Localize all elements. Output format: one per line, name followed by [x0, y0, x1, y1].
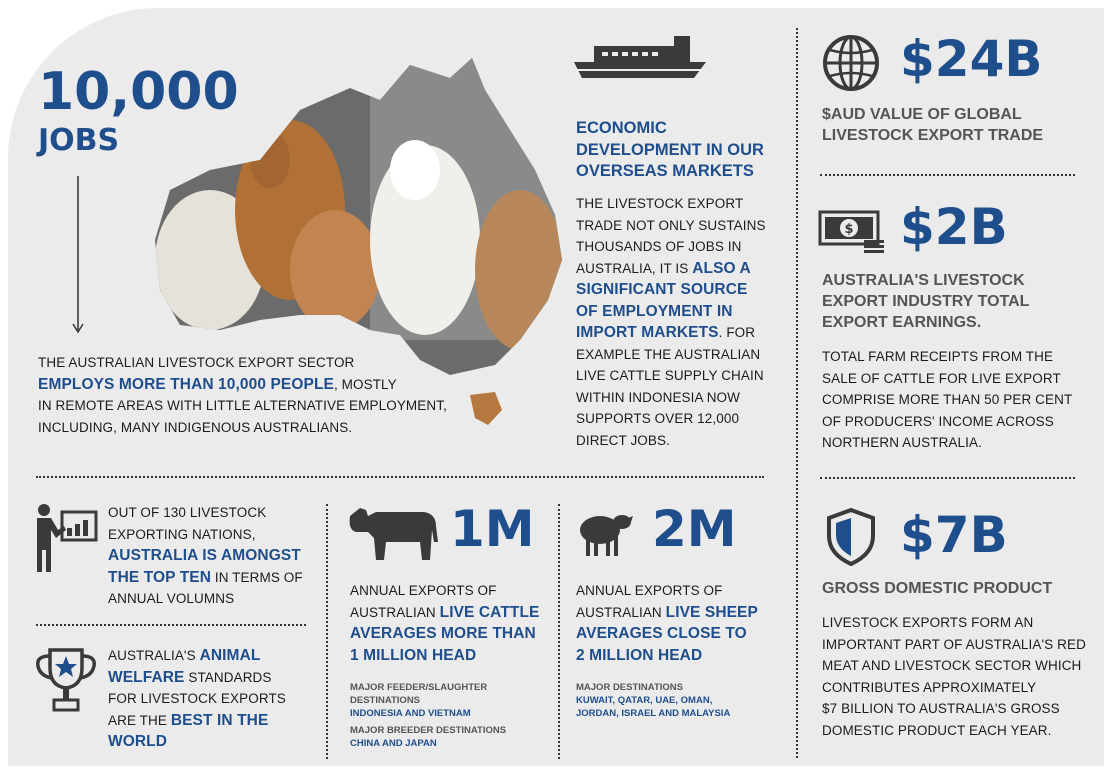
topten-line: EXPORTING NATIONS, [108, 526, 256, 542]
money-icon [818, 210, 886, 254]
economic-heading [576, 118, 764, 183]
economic-line: WITHIN INDONESIA NOW [576, 389, 740, 405]
gdp-line: LIVESTOCK EXPORTS FORM AN [822, 615, 1034, 630]
global-description [822, 104, 1043, 146]
earnings-value: $2B [900, 198, 1008, 256]
cattle-line: ANNUAL EXPORTS OF [350, 583, 497, 598]
topten-highlight: AUSTRALIA IS AMONGST [108, 547, 301, 564]
jobs-text-2: , MOSTLY [333, 376, 397, 392]
cattle-dest-label: MAJOR BREEDER DESTINATIONS [350, 725, 507, 736]
global-value: $24B [900, 30, 1043, 88]
economic-line: THOUSANDS OF JOBS IN [576, 239, 742, 254]
divider-vertical-mid [558, 504, 560, 759]
gdp-line: IMPORTANT PART OF AUSTRALIA'S RED [822, 636, 1086, 652]
economic-line: . FOR [718, 325, 756, 340]
shield-icon [826, 508, 876, 566]
sheep-destinations [576, 681, 730, 720]
cattle-dest-label: DESTINATIONS [350, 695, 421, 706]
sheep-line: ANNUAL EXPORTS OF [576, 583, 723, 598]
welfare-line: ARE THE [108, 712, 171, 728]
economic-highlight: SIGNIFICANT SOURCE [576, 281, 748, 298]
cattle-destinations [350, 681, 506, 750]
economic-line: SUPPORTS OVER 12,000 [576, 411, 740, 426]
global-line-1: $AUD VALUE OF GLOBAL [822, 106, 1022, 123]
jobs-text-3: IN REMOTE AREAS WITH LITTLE ALTERNATIVE EMPLOYMENT, [38, 398, 447, 413]
economic-line: THE LIVESTOCK EXPORT [576, 196, 744, 211]
gdp-body [822, 612, 1086, 741]
jobs-description [38, 352, 458, 438]
earnings-heading [822, 270, 1029, 333]
topten-line: OUT OF 130 LIVESTOCK [108, 505, 267, 520]
sheep-highlight: AVERAGES CLOSE TO [576, 625, 747, 642]
globe-icon [822, 34, 880, 92]
earnings-line: TOTAL FARM RECEIPTS FROM THE [822, 349, 1054, 364]
jobs-text-4: INCLUDING, MANY INDIGENOUS AUSTRALIANS. [38, 419, 353, 435]
divider-vertical-right [796, 28, 798, 758]
sheep-icon [576, 510, 634, 558]
divider-left-1 [36, 624, 306, 626]
svg-text:$: $ [844, 222, 854, 237]
cattle-text [350, 580, 539, 666]
divider-vertical-left [326, 504, 328, 759]
topten-line: IN TERMS OF [211, 569, 303, 585]
cattle-highlight: AVERAGES MORE THAN [350, 625, 536, 642]
cattle-dest-label: MAJOR FEEDER/SLAUGHTER [350, 682, 488, 693]
cattle-value: 1M [450, 500, 535, 558]
topten-text [108, 502, 303, 610]
economic-highlight: ALSO A [692, 259, 751, 277]
sheep-dest-value: KUWAIT, QATAR, UAE, OMAN, [576, 695, 713, 706]
economic-heading-1: ECONOMIC [576, 119, 667, 137]
welfare-line: AUSTRALIA'S [108, 648, 200, 663]
jobs-text-1: THE AUSTRALIAN LIVESTOCK EXPORT SECTOR [38, 355, 355, 370]
gdp-line: CONTRIBUTES APPROXIMATELY [822, 679, 1037, 695]
welfare-highlight: WELFARE [108, 668, 185, 686]
topten-highlight: THE TOP TEN [108, 568, 212, 586]
sheep-line: AUSTRALIAN [576, 604, 666, 620]
earnings-heading-line: EXPORT INDUSTRY TOTAL [822, 293, 1030, 310]
earnings-heading-line: AUSTRALIA'S LIVESTOCK [822, 272, 1025, 289]
sheep-highlight: 2 MILLION HEAD [576, 646, 703, 664]
cattle-highlight: 1 MILLION HEAD [350, 646, 477, 664]
sheep-dest-label: MAJOR DESTINATIONS [576, 682, 683, 693]
sheep-highlight: LIVE SHEEP [665, 603, 758, 621]
welfare-line: STANDARDS [184, 669, 272, 685]
welfare-highlight: ANIMAL [199, 647, 261, 664]
cow-icon [346, 502, 442, 564]
welfare-highlight: BEST IN THE [170, 711, 269, 729]
economic-highlight: IMPORT MARKETS [576, 324, 719, 341]
economic-highlight: OF EMPLOYMENT IN [576, 302, 733, 320]
gdp-line: $7 BILLION TO AUSTRALIA'S GROSS [822, 701, 1060, 716]
sheep-dest-value: JORDAN, ISRAEL AND MALAYSIA [576, 708, 731, 719]
cattle-highlight: LIVE CATTLE [439, 603, 540, 621]
topten-line: ANNUAL VOLUMNS [108, 591, 235, 606]
presenter-icon [34, 502, 98, 574]
cattle-dest-value: INDONESIA AND VIETNAM [350, 708, 471, 719]
economic-heading-3: OVERSEAS MARKETS [576, 162, 754, 180]
welfare-text [108, 645, 286, 753]
economic-line: LIVE CATTLE SUPPLY CHAIN [576, 368, 764, 383]
economic-line: TRADE NOT ONLY SUSTAINS [576, 217, 766, 233]
jobs-text-bold: EMPLOYS MORE THAN 10,000 PEOPLE [38, 375, 334, 393]
trophy-icon [34, 646, 98, 714]
gdp-line: DOMESTIC PRODUCT EACH YEAR. [822, 722, 1052, 738]
earnings-heading-line: EXPORT EARNINGS. [822, 314, 982, 331]
sheep-value: 2M [652, 500, 737, 558]
divider-right-1 [820, 174, 1075, 176]
earnings-line: OF PRODUCERS' INCOME ACROSS [822, 413, 1054, 429]
welfare-highlight: WORLD [108, 733, 168, 750]
jobs-number: 10,000 [38, 62, 239, 122]
earnings-line: COMPRISE MORE THAN 50 PER CENT [822, 392, 1073, 407]
economic-body [576, 193, 776, 451]
earnings-body [822, 346, 1072, 454]
arrow-down-icon [70, 176, 86, 336]
economic-line: AUSTRALIA, IT IS [576, 260, 693, 276]
sheep-text [576, 580, 758, 666]
gdp-heading: GROSS DOMESTIC PRODUCT [822, 580, 1053, 597]
earnings-line: SALE OF CATTLE FOR LIVE EXPORT [822, 370, 1061, 386]
ship-icon [574, 36, 706, 82]
economic-line: DIRECT JOBS. [576, 432, 670, 448]
cattle-dest-value: CHINA AND JAPAN [350, 738, 437, 749]
cattle-line: AUSTRALIAN [350, 604, 440, 620]
economic-line: EXAMPLE THE AUSTRALIAN [576, 346, 761, 362]
gdp-line: MEAT AND LIVESTOCK SECTOR WHICH [822, 658, 1082, 673]
welfare-line: FOR LIVESTOCK EXPORTS [108, 691, 286, 706]
jobs-label: JOBS [38, 123, 120, 158]
earnings-line: NORTHERN AUSTRALIA. [822, 435, 982, 450]
divider-right-2 [820, 477, 1075, 479]
divider-horizontal-main [36, 476, 764, 478]
gdp-value: $7B [900, 506, 1008, 564]
global-line-2: LIVESTOCK EXPORT TRADE [822, 127, 1044, 144]
economic-heading-2: DEVELOPMENT IN OUR [576, 140, 764, 159]
